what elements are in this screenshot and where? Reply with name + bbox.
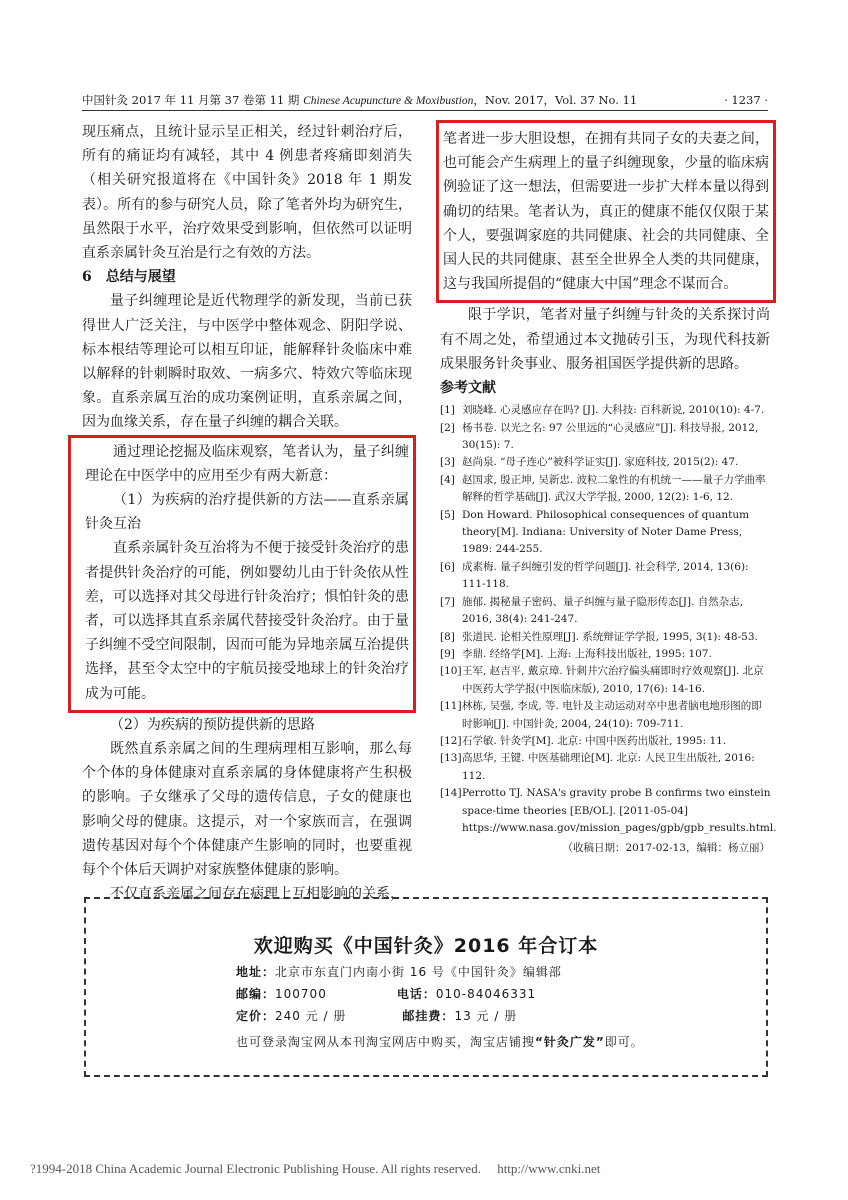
postage-value: 13 元 / 册: [454, 1009, 518, 1023]
ref-text: 杨书卷. 以光之名: 97 公里远的“心灵感应”[J]. 科技导报, 2012, 30(15): 7.: [462, 421, 759, 452]
price-label: 定价：: [236, 1009, 276, 1023]
price-value: 240 元 / 册: [275, 1009, 347, 1023]
ref-number: [7]: [440, 595, 455, 608]
reference-item: [440, 646, 770, 663]
received-date: （收稿日期：2017-02-13，编辑：杨立丽）: [562, 842, 770, 855]
subheading: （2）为疾病的预防提供新的思路: [110, 716, 315, 733]
ref-text: 石学敏. 针灸学[M]. 北京: 中国中医药出版社, 1995: 11.: [462, 734, 727, 747]
reference-item: [440, 663, 770, 698]
note-text: 也可登录淘宝网从本刊淘宝网店中购买，淘宝店铺搜: [236, 1035, 536, 1049]
ref-number: [6]: [440, 560, 455, 573]
reference-item: [440, 750, 770, 785]
postage-label: 邮挂费：: [402, 1009, 455, 1023]
ref-number: [9]: [440, 647, 455, 660]
left-column: [82, 120, 412, 907]
ad-address-row: [236, 963, 562, 981]
journal-en: Chinese Acupuncture & Moxibustion: [303, 95, 474, 107]
advertisement-box: [84, 897, 768, 1077]
ref-text: 张道民. 论相关性原理[J]. 系统辩证学学报, 1995, 3(1): 48-53.: [462, 630, 758, 643]
ref-number: [10]: [440, 665, 462, 678]
paragraph: 直系亲属针灸互治将为不便于接受针灸治疗的患者提供针灸治疗的可能，例如婴幼儿由于针灸依从性差，可以选择对其父母进行针灸治疗；惧怕针灸的患者，可以选择其直系亲属代替接受针灸治疗。由于量子纠缠不受空间限制，因而可能为异地亲属互治提供选择，甚至令太空中的宇航员接受地球上的针灸治疗成为可能。: [85, 540, 409, 702]
paragraph: 限于学识，笔者对量子纠缠与针灸的关系探讨尚有不周之处，希望通过本文抛砖引玉，为现代科技新成果服务针灸事业、服务祖国医学提供新的思路。: [440, 307, 770, 372]
ref-text: 高思华, 王键. 中医基础理论[M]. 北京: 人民卫生出版社, 2016: 112.: [462, 752, 755, 782]
reference-item: [440, 402, 770, 419]
ref-number: [12]: [440, 734, 462, 747]
zip-value: 100700: [275, 987, 327, 1001]
ref-number: [1]: [440, 404, 455, 417]
ref-number: [13]: [440, 752, 462, 765]
paragraph: 既然直系亲属之间的生理病理相互影响，那么每个个体的身体健康对直系亲属的身体健康将产生积极的影响。子女继承了父母的遗传信息，子女的健康也影响父母的健康。这提示，对一个家族而言，在强调遗传基因对每个个体健康产生影响的同时，也要重视每个个体后天调护对家族整体健康的影响。: [82, 741, 412, 879]
phone-value: 010-84046331: [435, 987, 537, 1001]
reference-item: [440, 594, 770, 629]
reference-item: [440, 420, 770, 455]
reference-item: [440, 472, 770, 507]
section-heading: 6 总结与展望: [82, 269, 176, 286]
ad-note: [236, 1033, 644, 1050]
paragraph: 现压痛点，且统计显示呈正相关，经过针刺治疗后，所有的痛证均有减轻，其中 4 例患者疼痛即刻消失（相关研究报道将在《中国针灸》2018 年 1 期发表）。所有的参与研究人员，除了笔者外均为研究生，虽然限于水平，治疗效果受到影响，但依然可以证明直系亲属针灸互治是行之有效的方法。: [82, 124, 412, 262]
ad-price-row: [236, 1007, 517, 1025]
ref-text: Perrotto TJ. NASA's gravity probe B confirms two einstein space-time theories [EB/OL]. [2011-05-04] https://www.nasa.gov/mission_pages/gpb/gpb_results.html.: [462, 787, 777, 834]
ref-number: [14]: [440, 787, 462, 800]
references-heading: 参考文献: [440, 380, 496, 397]
ad-contact-row: [236, 985, 536, 1003]
address-value: 北京市东直门内南小街 16 号《中国针灸》编辑部: [275, 965, 562, 979]
journal-issue: ，Nov. 2017，Vol. 37 No. 11: [473, 93, 638, 107]
reference-item: [440, 733, 770, 750]
ref-number: [2]: [440, 421, 455, 434]
paragraph: 不仅直系亲属之间存在病理上互相影响的关系，: [110, 886, 404, 903]
highlight-box: [436, 120, 776, 303]
reference-item: [440, 454, 770, 471]
zip-label: 邮编：: [236, 987, 276, 1001]
reference-item: [440, 698, 770, 733]
highlight-box: [68, 435, 416, 713]
ref-number: [4]: [440, 473, 455, 486]
ref-number: [11]: [440, 700, 462, 713]
reference-item: [440, 785, 777, 837]
ref-text: 李鼎. 经络学[M]. 上海: 上海科技出版社, 1995: 107.: [462, 647, 712, 660]
ref-text: Don Howard. Philosophical consequences of quantum theory[M]. Indiana: University of Noter Dame Press, 1989: 244-255.: [462, 508, 750, 556]
note-tail: 即可。: [604, 1035, 644, 1049]
paragraph: 量子纠缠理论是近代物理学的新发现，当前已获得世人广泛关注，与中医学中整体观念、阴阳学说、标本根结等理论可以相互印证，能解释针灸临床中难以解释的针刺瞬时取效、一病多穴、特效穴等临床现象。直系亲属互治的成功案例证明，直系亲属之间，因为血缘关系，存在量子纠缠的耦合关联。: [82, 293, 412, 431]
page-number: · 1237 ·: [724, 93, 768, 107]
reference-item: [440, 559, 770, 594]
ref-text: 林栋, 吴强, 李成, 等. 电针及主动运动对卒中患者脑电地形图的即时影响[J]. 中国针灸, 2004, 24(10): 709-711.: [462, 700, 762, 730]
copyright-footer: ?1994-2018 China Academic Journal Electronic Publishing House. All rights reserved. http://www.cnki.net: [30, 1161, 601, 1176]
right-column: [440, 120, 777, 857]
address-label: 地址：: [236, 965, 276, 979]
ad-title: 欢迎购买《中国针灸》2016 年合订本: [253, 935, 599, 957]
subheading: （1）为疾病的治疗提供新的方法——直系亲属针灸互治: [85, 492, 409, 533]
note-keyword: “针灸广发”: [535, 1035, 605, 1049]
ref-text: 赵尚泉. “母子连心”被科学证实[J]. 家庭科技, 2015(2): 47.: [462, 456, 739, 469]
ref-number: [5]: [440, 508, 455, 521]
ref-text: 成素梅. 量子纠缠引发的哲学问题[J]. 社会科学, 2014, 13(6): 111-118.: [462, 560, 749, 591]
journal-cn: 中国针灸 2017 年 11 月第 37 卷第 11 期: [82, 93, 300, 107]
journal-citation: [82, 90, 637, 111]
running-header: [82, 90, 768, 111]
ref-text: 刘晓峰. 心灵感应存在吗? [J]. 大科技: 百科新说, 2010(10): 4-7.: [462, 404, 765, 417]
ref-number: [3]: [440, 456, 455, 469]
ref-text: 赵国求, 殷正坤, 吴新忠. 波粒二象性的有机统一——量子力学曲率解释的哲学基础[J]. 武汉大学学报, 2000, 12(2): 1-6, 12.: [462, 473, 766, 504]
ref-text: 施郁. 揭秘量子密码、量子纠缠与量子隐形传态[J]. 自然杂志, 2016, 38(4): 241-247.: [462, 595, 744, 626]
paragraph: 笔者进一步大胆设想，在拥有共同子女的夫妻之间，也可能会产生病理上的量子纠缠现象，少量的临床病例验证了这一想法，但需要进一步扩大样本量以得到确切的结果。笔者认为，真正的健康不能仅仅限于某个人，要强调家庭的共同健康、社会的共同健康、全国人民的共同健康、甚至全世界全人类的共同健康，这与我国所提倡的“健康大中国”理念不谋而合。: [443, 131, 769, 293]
reference-item: [440, 629, 770, 646]
paragraph: 通过理论挖掘及临床观察，笔者认为，量子纠缠理论在中医学中的应用至少有两大新意：: [85, 443, 409, 484]
ref-number: [8]: [440, 630, 455, 643]
reference-item: [440, 507, 770, 559]
reference-list: [440, 402, 777, 837]
phone-label: 电话：: [396, 987, 436, 1001]
ref-text: 王军, 赵吉平, 戴京璋. 针刺井穴治疗偏头痛即时疗效观察[J]. 北京中医药大学学报(中医临床版), 2010, 17(6): 14-16.: [462, 665, 764, 695]
